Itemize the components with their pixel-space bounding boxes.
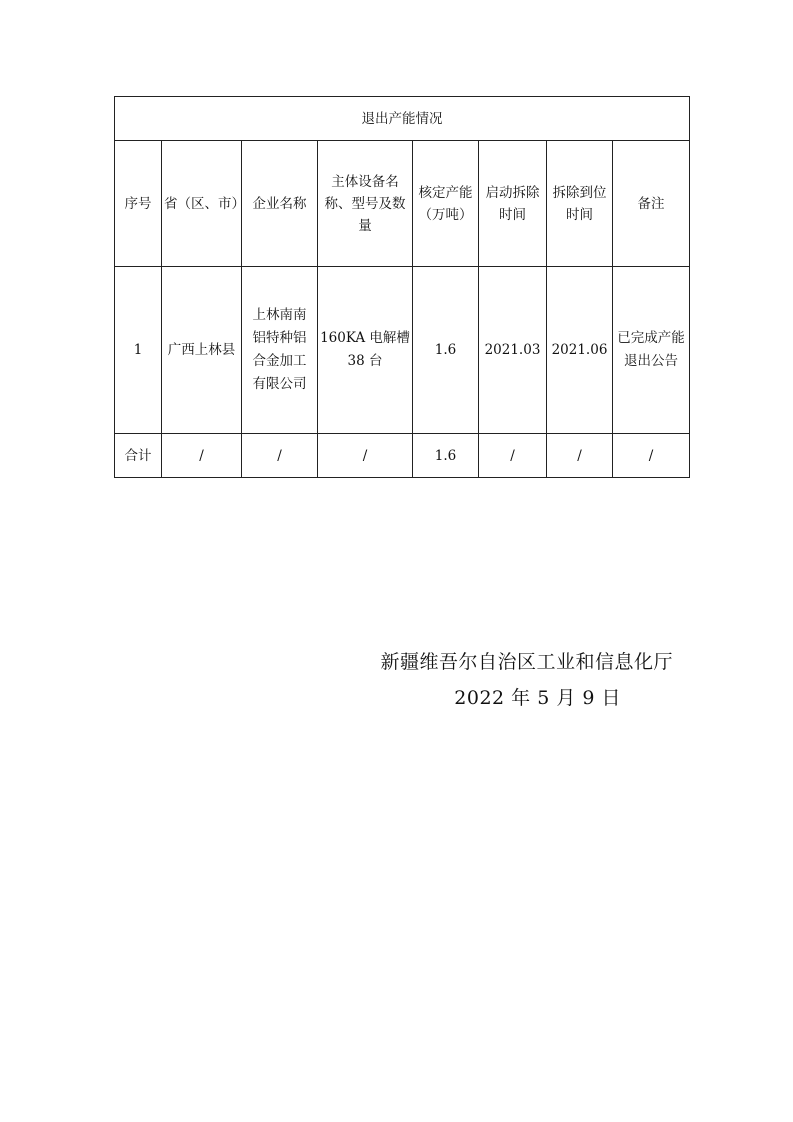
- header-company: 企业名称: [242, 141, 318, 267]
- cell-complete-time: 2021.06: [547, 267, 613, 434]
- header-complete-time: 拆除到位时间: [547, 141, 613, 267]
- header-region: 省（区、市）: [162, 141, 242, 267]
- cell-remark: 已完成产能退出公告: [613, 267, 690, 434]
- document-footer: [380, 644, 673, 716]
- total-start-time: /: [479, 434, 547, 478]
- header-equipment: 主体设备名称、型号及数量: [318, 141, 413, 267]
- table-header-row: [115, 141, 690, 267]
- capacity-exit-table: [114, 96, 690, 478]
- header-remark: 备注: [613, 141, 690, 267]
- total-equipment: /: [318, 434, 413, 478]
- cell-equipment: 160KA 电解槽 38 台: [318, 267, 413, 434]
- cell-company: [242, 267, 318, 434]
- table-title: 退出产能情况: [115, 97, 690, 141]
- total-label: 合计: [115, 434, 162, 478]
- cell-start-time: 2021.03: [479, 267, 547, 434]
- table-total-row: [115, 434, 690, 478]
- header-capacity: 核定产能（万吨）: [413, 141, 479, 267]
- company-name: 上林南南铝特种铝合金加工有限公司: [252, 307, 307, 392]
- table-row: [115, 267, 690, 434]
- total-company: /: [242, 434, 318, 478]
- header-index: 序号: [115, 141, 162, 267]
- issuer-name: 新疆维吾尔自治区工业和信息化厅: [380, 651, 673, 673]
- cell-index: 1: [115, 267, 162, 434]
- cell-region: 广西上林县: [162, 267, 242, 434]
- total-region: /: [162, 434, 242, 478]
- total-complete-time: /: [547, 434, 613, 478]
- total-remark: /: [613, 434, 690, 478]
- issue-date: 2022 年 5 月 9 日: [454, 687, 621, 709]
- header-start-time: 启动拆除时间: [479, 141, 547, 267]
- cell-capacity: 1.6: [413, 267, 479, 434]
- table-title-row: [115, 97, 690, 141]
- total-capacity: 1.6: [413, 434, 479, 478]
